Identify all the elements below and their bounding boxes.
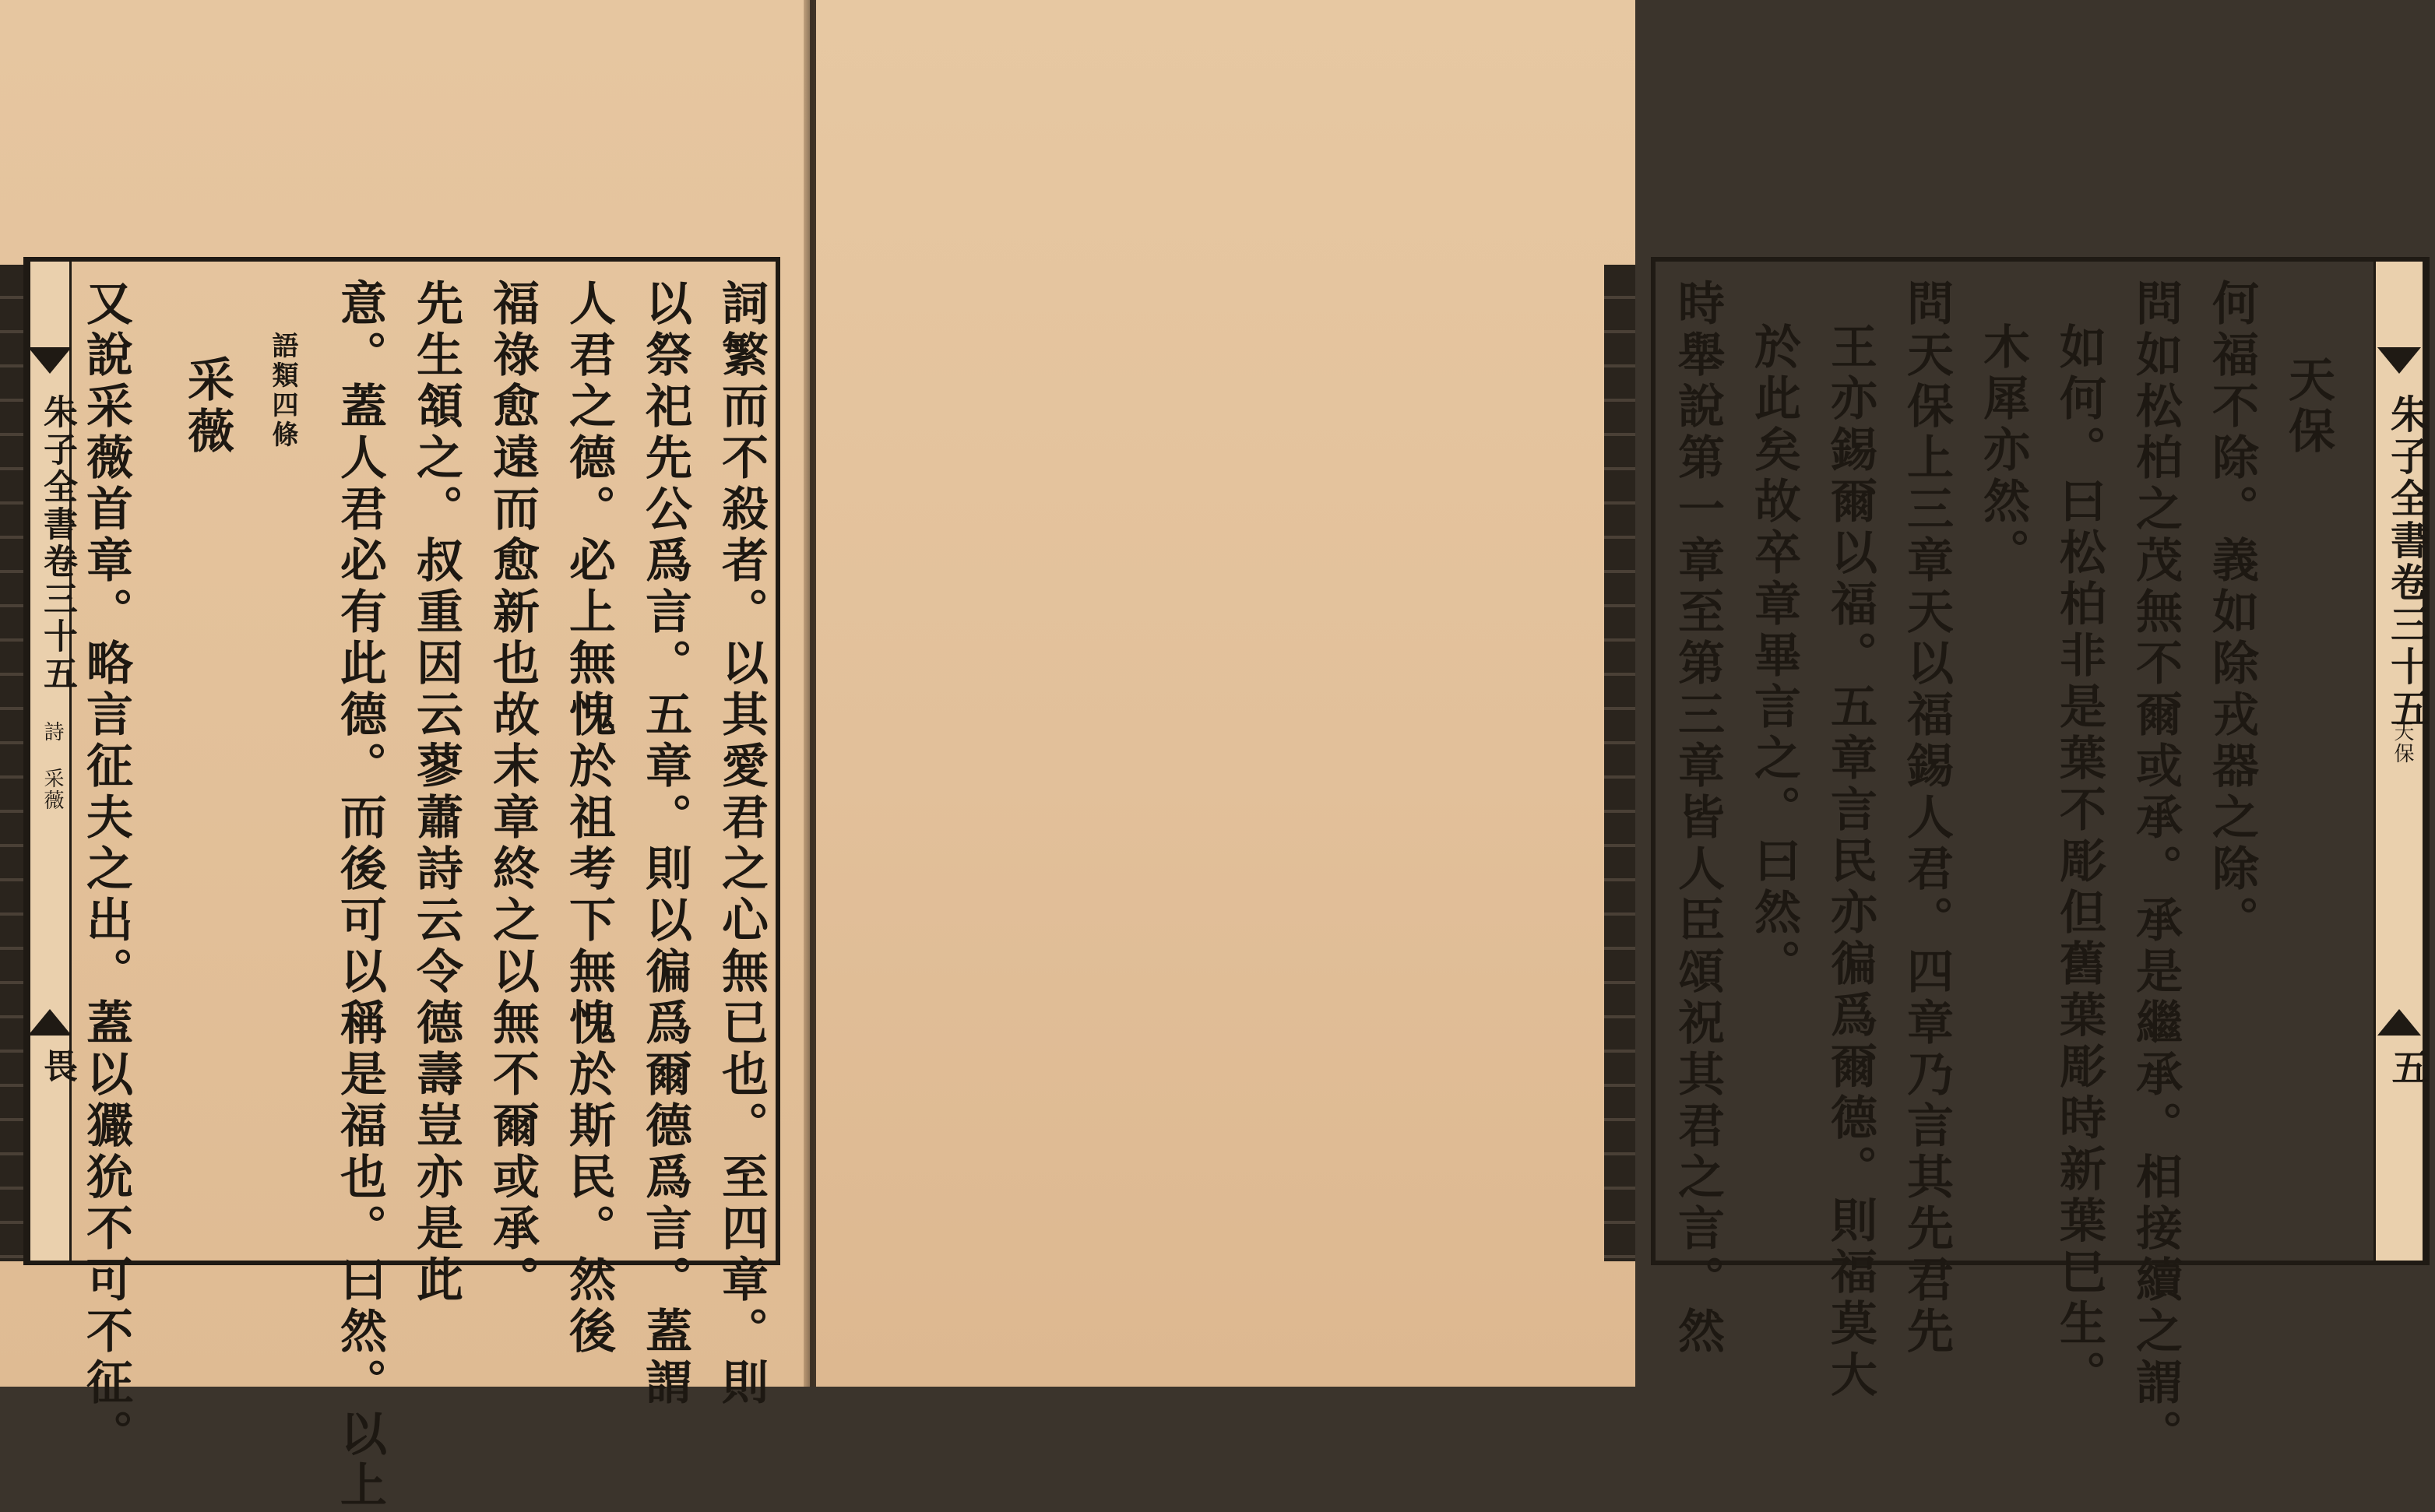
text-column: 問天保上三章天以福錫人君。四章乃言其先君先 <box>1899 279 1954 1358</box>
left-text-frame <box>23 257 780 1512</box>
text-column: 人君之德。必上無愧於祖考下無愧於斯民。然後 <box>561 279 616 1358</box>
fish-tail-top <box>2377 347 2421 374</box>
text-column: 如何。曰松柏非是葉不彫但舊葉彫時新葉巳生。 <box>2052 322 2106 1401</box>
text-column: 福祿愈遠而愈新也故末章終之以無不爾或承。 <box>485 279 540 1306</box>
right-text-frame <box>1651 257 2430 1461</box>
left-page-edge <box>0 265 23 1261</box>
text-column: 以祭祀先公爲言。五章。則以徧爲爾德爲言。蓋謂 <box>638 279 692 1409</box>
text-column: 意。蓋人君必有此德。而後可以稱是福也。曰然。以上 <box>333 279 387 1512</box>
fish-tail-bottom <box>28 1009 72 1036</box>
left-banner <box>28 262 77 1261</box>
right-banner-mark: 五 <box>2385 1048 2429 1088</box>
right-page <box>816 0 2430 1461</box>
fish-tail-bottom <box>2377 1009 2421 1036</box>
text-column: 時舉說第一章至第三章皆人臣頌祝其君之言。然 <box>1670 279 1725 1358</box>
text-column: 於此矣故卒章畢言之。曰然。 <box>1747 322 1801 990</box>
right-page-edge <box>1604 265 1635 1261</box>
text-column: 又說采薇首章。略言征夫之出。蓋以玁狁不可不征。 <box>79 279 133 1461</box>
source-note: 語類四條 <box>267 332 298 450</box>
text-column: 王亦錫爾以福。五章言民亦徧爲爾德。則福莫大 <box>1823 322 1877 1401</box>
fish-tail-top <box>28 347 72 374</box>
left-banner-section: 詩 采薇 <box>40 721 64 811</box>
text-column: 問如松柏之茂無不爾或承。承是繼承。相接續之謂。 <box>2128 279 2183 1461</box>
text-column: 木犀亦然。 <box>1976 322 2030 579</box>
text-column: 何福不除。義如除戎器之除。 <box>2205 279 2259 947</box>
right-banner-title: 朱子全書卷三十五 <box>2384 394 2430 730</box>
right-banner <box>2373 262 2430 1261</box>
section-heading: 采薇 <box>180 355 234 458</box>
left-banner-mark: 畏 <box>37 1048 77 1085</box>
text-column: 詞繁而不殺者。以其愛君之心無已也。至四章。則 <box>714 279 769 1409</box>
right-banner-section: 天保 <box>2391 721 2414 765</box>
left-banner-title: 朱子全書卷三十五 <box>37 394 77 693</box>
text-column: 先生頷之。叔重因云蓼蕭詩云令德壽豈亦是此 <box>409 279 463 1306</box>
section-heading: 天保 <box>2281 355 2335 458</box>
left-page <box>0 0 810 1512</box>
